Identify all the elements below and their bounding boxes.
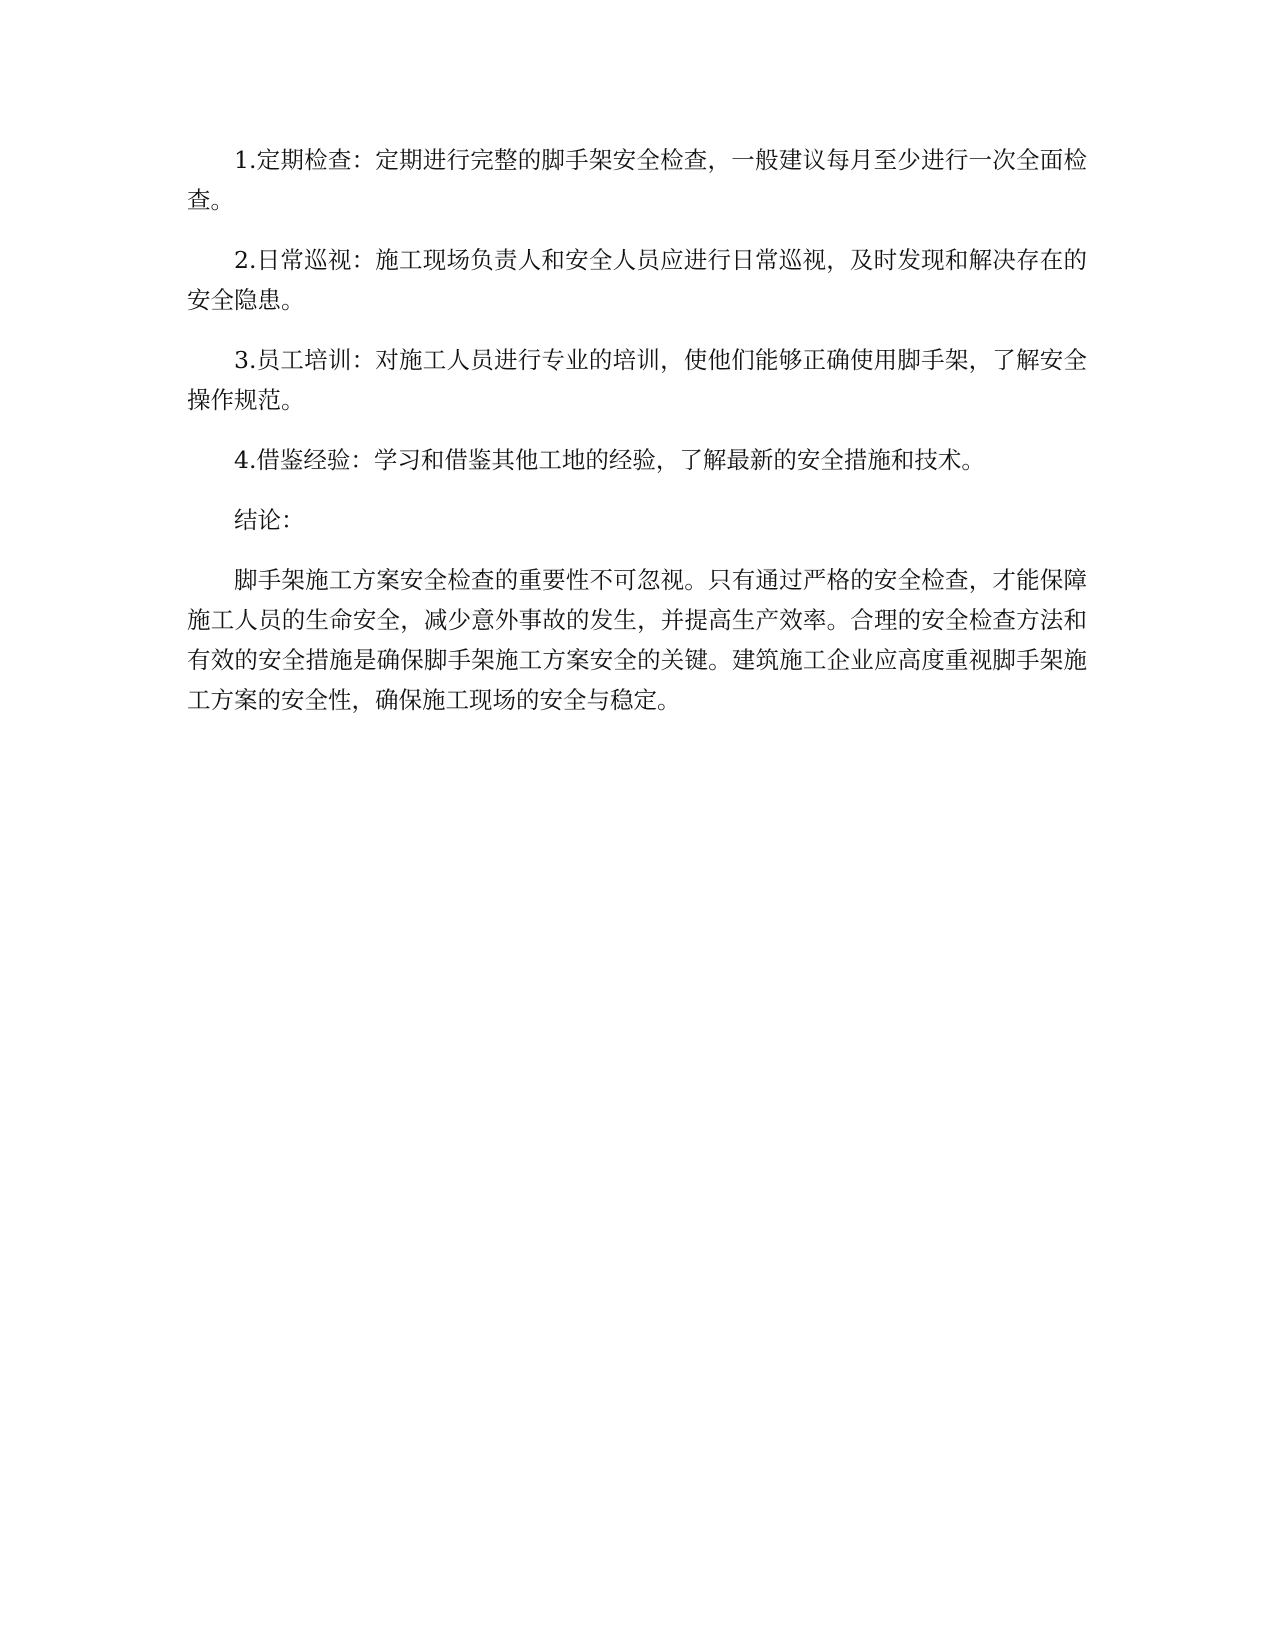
list-item-learn-experience: 4.借鉴经验：学习和借鉴其他工地的经验，了解最新的安全措施和技术。 (234, 446, 985, 474)
list-item-staff-training: 3.员工培训：对施工人员进行专业的培训，使他们能够正确使用脚手架，了解安全操作规范。 (187, 346, 1087, 414)
list-item-periodic-inspection: 1.定期检查：定期进行完整的脚手架安全检查，一般建议每月至少进行一次全面检查。 (187, 146, 1087, 214)
list-item-daily-patrol: 2.日常巡视：施工现场负责人和安全人员应进行日常巡视，及时发现和解决存在的安全隐患。 (187, 246, 1087, 314)
document-body (187, 140, 1087, 740)
conclusion-heading: 结论： (234, 506, 305, 534)
conclusion-paragraph: 脚手架施工方案安全检查的重要性不可忽视。只有通过严格的安全检查，才能保障施工人员的生命安全，减少意外事故的发生，并提高生产效率。合理的安全检查方法和有效的安全措施是确保脚手架施工方案安全的关键。建筑施工企业应高度重视脚手架施工方案的安全性，确保施工现场的安全与稳定。 (187, 566, 1087, 714)
